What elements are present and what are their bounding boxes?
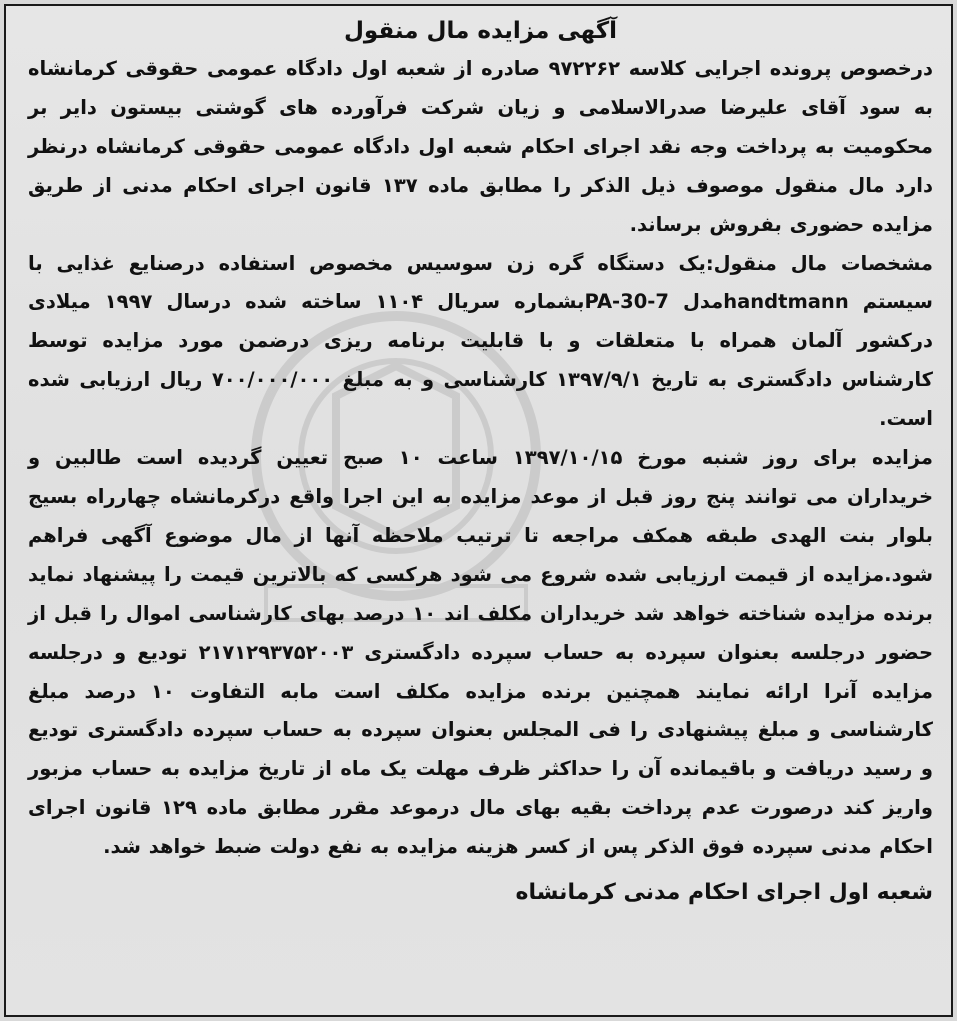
notice-paragraph-auction-terms: مزایده برای روز شنبه مورخ ۱۳۹۷/۱۰/۱۵ ساعت ۱۰ صبح تعیین گردیده است طالبین و خریداران می توانند پنج روز قبل از موعد مزایده به این اجرا واقع درکرمانشاه چهارراه بسیج بلوار بنت الهدی طبقه همکف مراجعه تا ترتیب ملاحظه آنها از مال موضوع آگهی فراهم شود.مزایده از قیمت ارزیابی شده شروع می شود هرکسی که بالاترین قیمت را پیشنهاد نماید برنده مزایده شناخته خواهد شد خریداران مکلف اند ۱۰ درصد بهای کارشناسی اموال را قبل از حضور درجلسه بعنوان سپرده به حساب سپرده دادگستری ۲۱۷۱۲۹۳۷۵۲۰۰۳ تودیع و درجلسه مزایده آنرا ارائه نمایند همچنین برنده مزایده مکلف است مابه التفاوت ۱۰ درصد مبلغ کارشناسی و مبلغ پیشنهادی را فی المجلس بعنوان سپرده به حساب سپرده دادگستری تودیع و رسید دریافت و باقیمانده آن را حداکثر ظرف مهلت یک ماه از تاریخ مزایده به حساب مزبور واریز کند درصورت عدم پرداخت بقیه بهای مال درموعد مقرر مطابق ماده ۱۲۹ قانون اجرای احکام مدنی سپرده فوق الذکر پس از کسر هزینه مزایده به نفع دولت ضبط خواهد شد.: [28, 446, 933, 859]
notice-title: آگهی مزایده مال منقول: [343, 18, 618, 44]
notice-paragraph-intro: درخصوص پرونده اجرایی کلاسه ۹۷۲۲۶۲ صادره از شعبه اول دادگاه عمومی حقوقی کرمانشاه به سود آقای علیرضا صدرالاسلامی و زیان شرکت فرآورده های گوشتی بیستون دایر بر محکومیت به پرداخت وجه نقد اجرای احکام شعبه اول دادگاه عمومی حقوقی کرمانشاه درنظر دارد مال منقول موصوف ذیل الذکر را مطابق ماده ۱۳۷ قانون اجرای احکام مدنی از طریق مزایده حضوری بفروش برساند.: [28, 57, 933, 236]
notice-paragraph-specs: مشخصات مال منقول:یک دستگاه گره زن سوسیس مخصوص استفاده درصنایع غذایی با سیستم handtmannمدل PA-30-7بشماره سریال ۱۱۰۴ ساخته شده درسال ۱۹۹۷ میلادی درکشور آلمان همراه با متعلقات و با قابلیت برنامه ریزی درضمن مورد مزایده توسط کارشناس دادگستری به تاریخ ۱۳۹۷/۹/۱ کارشناسی و به مبلغ ۷۰۰/۰۰۰/۰۰۰ ریال ارزیابی شده است.: [28, 251, 933, 431]
notice-signature: شعبه اول اجرای احکام مدنی کرمانشاه: [515, 880, 933, 906]
notice-body: [28, 14, 933, 913]
notice-frame: [4, 4, 953, 1017]
